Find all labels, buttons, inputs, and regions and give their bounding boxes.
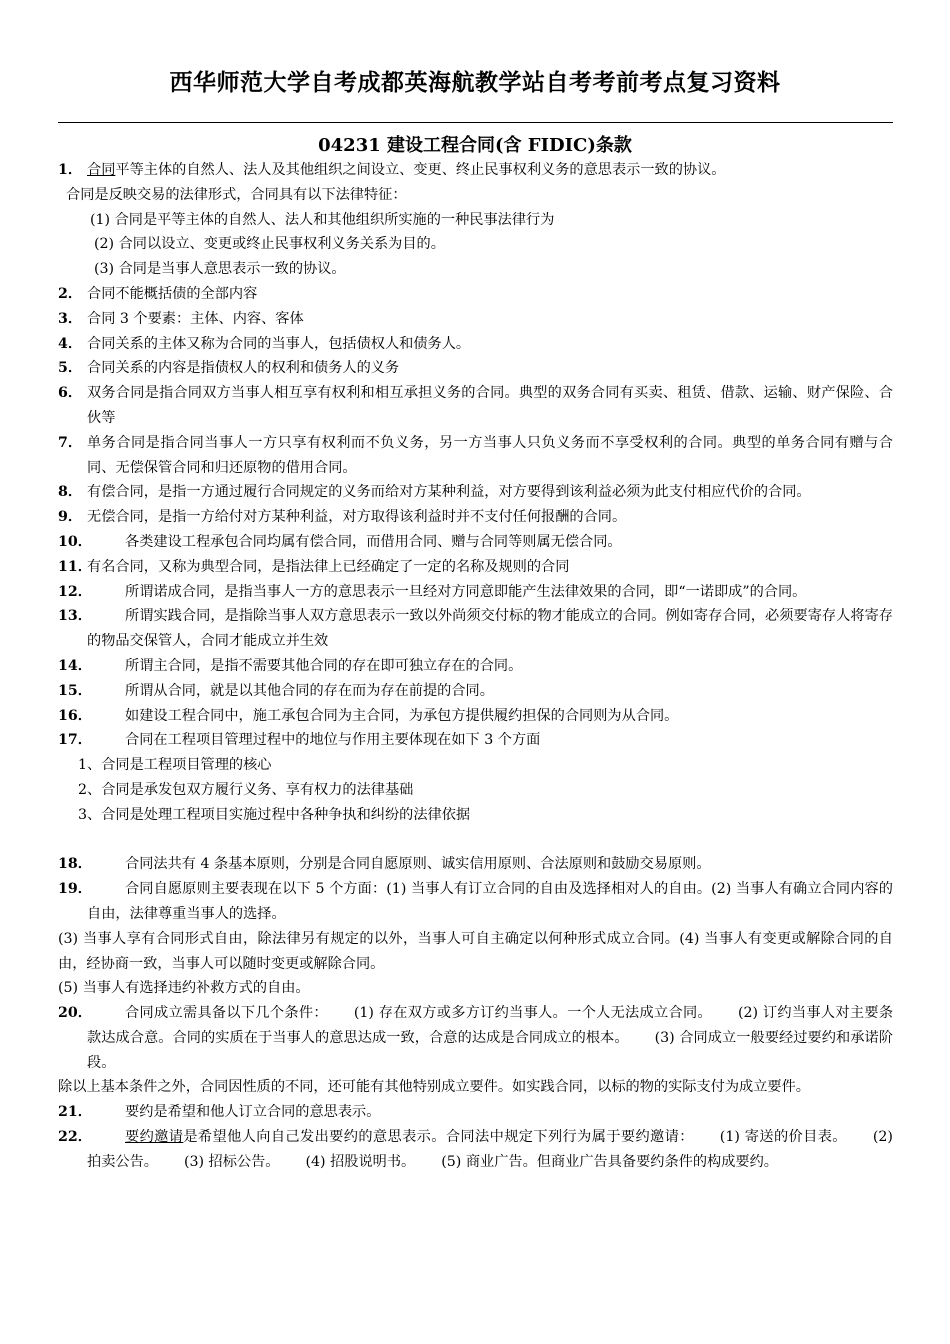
item-number: 14． — [58, 657, 92, 674]
item-number: 11． — [58, 558, 92, 575]
item-text: 合同关系的主体又称为合同的当事人，包括债权人和债务人。 — [87, 335, 471, 352]
item-number: 9． — [58, 509, 83, 526]
item-number: 22． — [58, 1129, 92, 1146]
item-text: 双务合同是指合同双方当事人相互享有权利和相互承担义务的合同。典型的双务合同有买卖、租赁、借款、运输、财产保险、合伙等 — [87, 385, 893, 426]
underlined-term: 合同 — [87, 162, 116, 178]
item-number: 15． — [58, 682, 92, 699]
item-number: 10． — [58, 533, 92, 550]
item-number: 5． — [58, 360, 83, 377]
item-number: 6． — [58, 385, 83, 402]
item-clause: (3) 招标公告。 — [183, 1153, 280, 1170]
item-clause: (1) 存在双方或多方订约当事人。一个人无法成立合同。 — [353, 1005, 712, 1022]
list-item — [58, 1001, 893, 1075]
list-item — [58, 381, 893, 431]
item-text: 所谓主合同，是指不需要其他合同的存在即可独立存在的合同。 — [125, 657, 523, 674]
document-body — [58, 158, 893, 1175]
item-text: 所谓诺成合同，是指当事人一方的意思表示一旦经对方同意即能产生法律效果的合同，即“一诺即成”的合同。 — [125, 583, 807, 600]
list-item — [58, 158, 893, 183]
sub-paragraph: (3) 合同是当事人意思表示一致的协议。 — [94, 261, 346, 278]
list-item — [58, 679, 893, 704]
item-number: 20． — [58, 1005, 92, 1022]
sub-paragraph: 1、合同是工程项目管理的核心 — [78, 757, 272, 774]
list-item — [58, 332, 893, 357]
list-item — [58, 530, 893, 555]
item-text: 合同成立需具备以下几个条件： — [125, 1005, 328, 1022]
list-item — [58, 555, 893, 580]
header-title: 西华师范大学自考成都英海航教学站自考考前考点复习资料 — [169, 70, 781, 96]
item-text: 所谓从合同，就是以其他合同的存在而为存在前提的合同。 — [125, 682, 494, 699]
item-text: 有偿合同，是指一方通过履行合同规定的义务而给对方某种利益，对方要得到该利益必须为此支付相应代价的合同。 — [87, 484, 811, 501]
item-clause: (2) 订约当事人对主要条款达成合意。合同的实质在于当事人的意思达成一致，合意的达成是合同成立的根本。 — [87, 1005, 894, 1046]
item-clause: (2) 拍卖公告。 — [87, 1129, 893, 1170]
item-number: 16． — [58, 707, 92, 724]
item-text: 合同法共有 4 条基本原则，分别是合同自愿原则、诚实信用原则、合法原则和鼓励交易原则。 — [125, 856, 711, 873]
list-item — [58, 704, 893, 729]
list-item — [58, 307, 893, 332]
list-item — [58, 356, 893, 381]
item-text: 有名合同，又称为典型合同，是指法律上已经确定了一定的名称及规则的合同 — [87, 558, 570, 575]
list-item — [58, 431, 893, 481]
list-item — [58, 604, 893, 654]
sub-paragraph: 合同是反映交易的法律形式，合同具有以下法律特征： — [66, 186, 407, 203]
item-number: 4． — [58, 335, 83, 352]
item-text: 单务合同是指合同当事人一方只享有权利而不负义务，另一方当事人只负义务而不享受权利的合同。典型的单务合同有赠与合同、无偿保管合同和归还原物的借用合同。 — [87, 434, 893, 476]
underlined-term: 要约邀请 — [125, 1129, 184, 1146]
item-number: 12． — [58, 583, 92, 600]
continuation-paragraph: (3) 当事人享有合同形式自由，除法律另有规定的以外，当事人可自主确定以何种形式成立合同。(4) 当事人有变更或解除合同的自由，经协商一致，当事人可以随时变更或解除合同。 — [58, 930, 893, 972]
item-number: 7． — [58, 434, 83, 451]
item-text: 合同 3 个要素：主体、内容、客体 — [87, 310, 304, 327]
list-item — [58, 480, 893, 505]
item-number: 19． — [58, 881, 92, 898]
item-text: 是希望他人向自己发出要约的意思表示。合同法中规定下列行为属于要约邀请： — [183, 1129, 694, 1146]
list-item — [58, 877, 893, 927]
list-item — [58, 1100, 893, 1125]
item-text: 平等主体的自然人、法人及其他组织之间设立、变更、终止民事权利义务的意思表示一致的协议。 — [115, 162, 726, 178]
sub-paragraph: (2) 合同以设立、变更或终止民事权利义务关系为目的。 — [94, 236, 445, 253]
list-item — [58, 852, 893, 877]
item-number: 18． — [58, 856, 92, 873]
item-clause: (1) 寄送的价目表。 — [719, 1129, 847, 1146]
list-item — [58, 1125, 893, 1175]
item-text: 合同不能概括债的全部内容 — [87, 285, 258, 302]
list-item — [58, 580, 893, 605]
list-item — [58, 654, 893, 679]
item-text: 要约是希望和他人订立合同的意思表示。 — [125, 1104, 381, 1121]
sub-paragraph: (1) 合同是平等主体的自然人、法人和其他组织所实施的一种民事法律行为 — [90, 211, 555, 228]
item-number: 1． — [58, 162, 83, 178]
item-text: 如建设工程合同中，施工承包合同为主合同，为承包方提供履约担保的合同则为从合同。 — [125, 707, 679, 724]
list-item — [58, 505, 893, 530]
item-text: 各类建设工程承包合同均属有偿合同，而借用合同、赠与合同等则属无偿合同。 — [125, 533, 622, 550]
item-text: 合同关系的内容是指债权人的权利和债务人的义务 — [87, 360, 400, 377]
list-item — [58, 728, 893, 753]
sub-paragraph: 2、合同是承发包双方履行义务、享有权力的法律基础 — [78, 781, 414, 798]
item-clause: (4) 招股说明书。 — [305, 1153, 416, 1170]
item-number: 13． — [58, 608, 92, 625]
item-number: 21． — [58, 1104, 92, 1121]
item-number: 8． — [58, 484, 83, 501]
item-clause: (5) 商业广告。但商业广告具备要约条件的构成要约。 — [441, 1153, 778, 1170]
item-number: 2． — [58, 285, 83, 302]
sub-paragraph: 3、合同是处理工程项目实施过程中各种争执和纠纷的法律依据 — [78, 806, 471, 823]
item-number: 17． — [58, 732, 92, 749]
continuation-paragraph: 除以上基本条件之外，合同因性质的不同，还可能有其他特别成立要件。如实践合同，以标的物的实际支付为成立要件。 — [58, 1079, 810, 1096]
blank-line — [58, 828, 893, 853]
list-item — [58, 282, 893, 307]
item-number: 3． — [58, 310, 83, 327]
continuation-paragraph: (5) 当事人有选择违约补救方式的自由。 — [58, 980, 310, 997]
item-text: 合同自愿原则主要表现在以下 5 个方面：(1) 当事人有订立合同的自由及选择相对人的自由。(2) 当事人有确立合同内容的自由，法律尊重当事人的选择。 — [87, 881, 893, 922]
item-text: 所谓实践合同，是指除当事人双方意思表示一致以外尚须交付标的物才能成立的合同。例如寄存合同，必须要寄存人将寄存的物品交保管人，合同才能成立并生效 — [87, 608, 893, 650]
header-divider — [58, 122, 893, 123]
item-text: 无偿合同，是指一方给付对方某种利益，对方取得该利益时并不支付任何报酬的合同。 — [87, 509, 627, 526]
item-clause: (3) 合同成立一般要经过要约和承诺阶段。 — [87, 1029, 893, 1071]
item-text: 合同在工程项目管理过程中的地位与作用主要体现在如下 3 个方面 — [125, 732, 541, 749]
document-title: 04231 建设工程合同(含 FIDIC)条款 — [318, 135, 632, 156]
